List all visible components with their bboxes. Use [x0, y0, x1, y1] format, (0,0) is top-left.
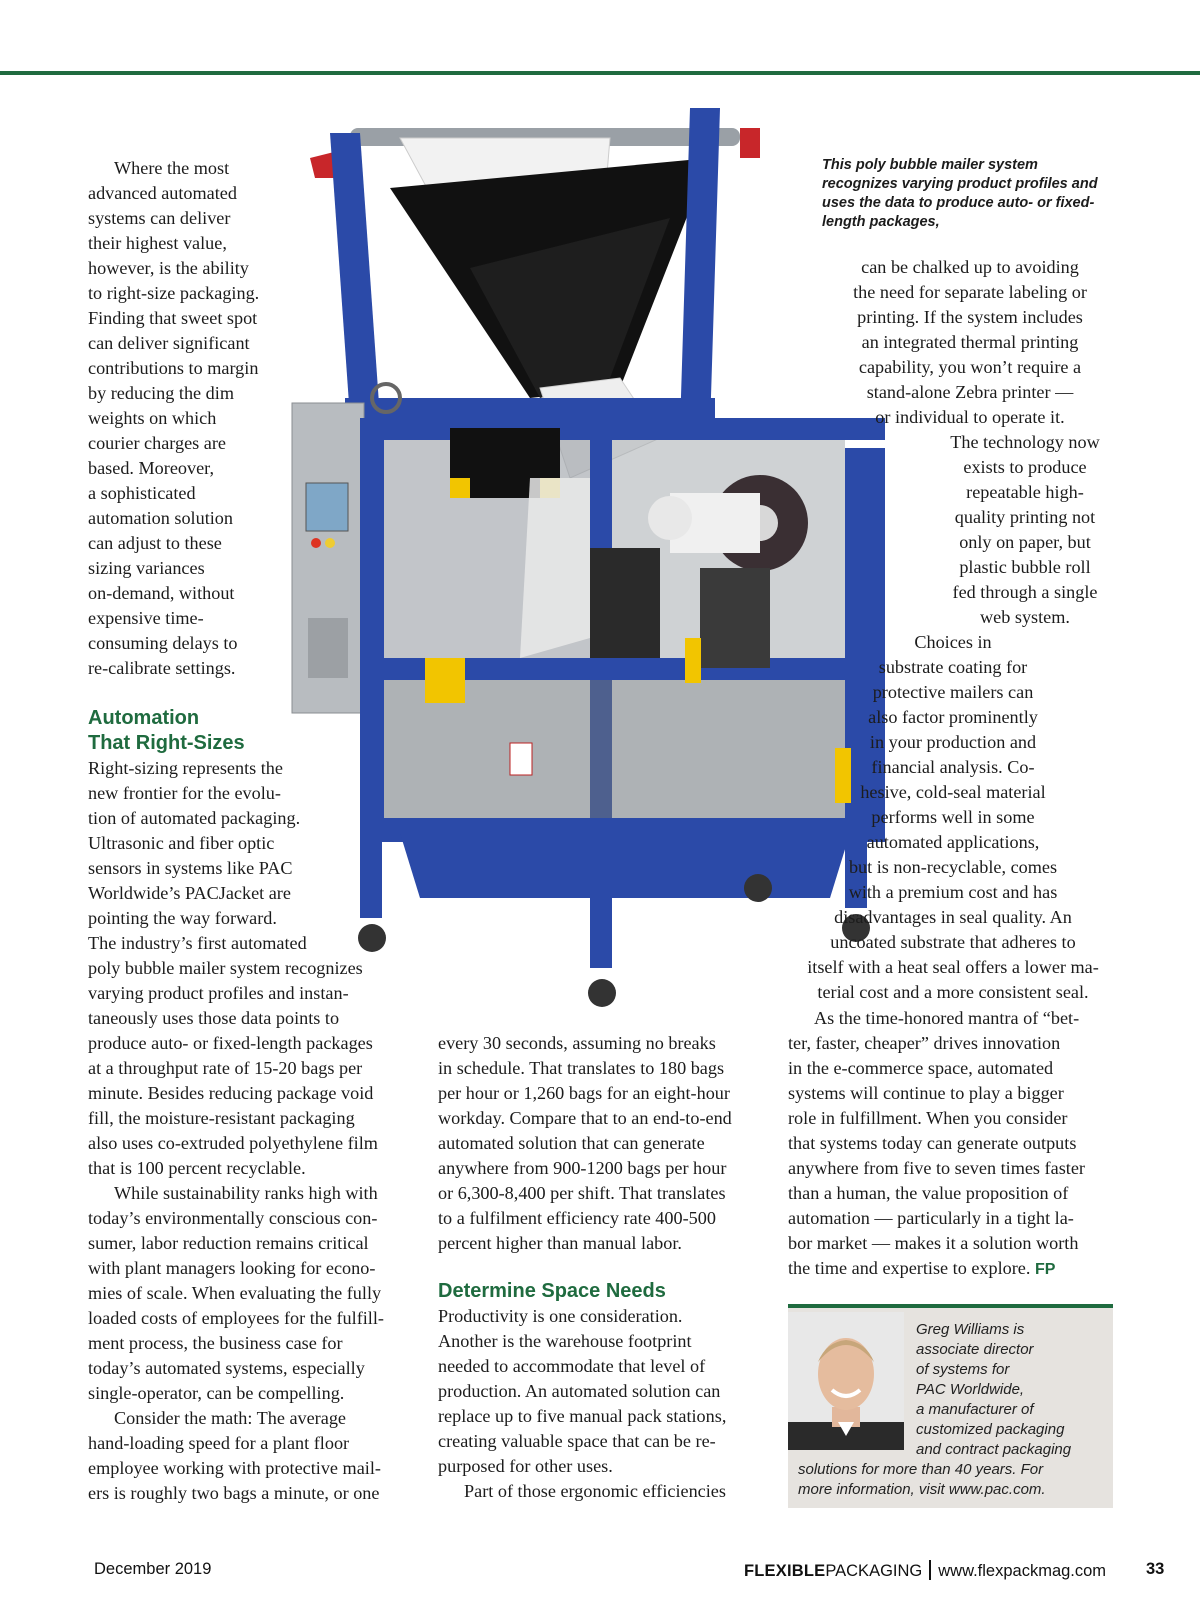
col3-final-paragraph [788, 1006, 1128, 1282]
author-bio [788, 1304, 1113, 1508]
brand-bold: FLEXIBLE [744, 1562, 826, 1580]
section-heading-space: Determine Space Needs [438, 1280, 666, 1302]
footer-brand [744, 1560, 1106, 1581]
brand-light: PACKAGING [825, 1562, 923, 1580]
col2-paragraph-1: every 30 seconds, assuming no breaks in schedule. That translates to 180 bags per hour or 1,260 bags for an eight-hour workday. Compare that to an end-to-end automated solution that can generate anywhere from 900-1200 bags per hour or 6,300-8,400 per shift. That translates to a fulfilment efficiency rate 400-500 percent higher than manual labor. [438, 1033, 732, 1253]
brand-separator [929, 1560, 931, 1580]
col2-paragraph-3: Part of those ergonomic efficiencies [464, 1481, 726, 1501]
author-avatar [788, 1312, 904, 1450]
footer-date: December 2019 [94, 1560, 212, 1578]
bio-text: Greg Williams is associate director of systems for PAC Worldwide, a manufacturer of customized packaging and contract packaging [916, 1321, 1072, 1458]
col3-final-text: As the time-honored mantra of “bet- ter, faster, cheaper” drives innovation in the e-commerce space, automated systems will continue to play a bigger role in fulfillment. When you consider that systems today can generate outputs anywhere from five to seven times faster than a human, the value proposition of automation — particularly in a tight la- bor market — makes it a solution worth the time and expertise to explore. [788, 1008, 1085, 1278]
col2-paragraph-2: Productivity is one consideration. Another is the warehouse footprint needed to accommodate that level of production. An automated solution can replace up to five manual pack stations, creating valuable space that can be re- purposed for other uses. [438, 1306, 727, 1476]
top-rule [0, 71, 1200, 75]
col1-paragraph-3: While sustainability ranks high with today’s environmentally conscious con- sumer, labor reduction remains critical with plant managers looking for econo- mies of scale. When evaluating the fully loaded costs of employees for the fulfill- ment process, the business case for today’s automated systems, especially single-operator, can be compelling. [88, 1183, 384, 1403]
col3-wrap-2: The technology now exists to produce repeatable high- quality printing not only on paper, but plastic bubble roll fed through a single web system. [950, 432, 1100, 627]
end-mark: FP [1034, 1261, 1056, 1278]
col3-wrap-3: Choices in substrate coating for protective mailers can also factor prominently in your production and financial analysis. Co- hesive, cold-seal material performs well in some automated applications, but is non-recyclable, comes with a premium cost and has disadvantages in seal quality. An uncoated substrate that adheres to itself with a heat seal offers a lower ma- terial cost and a more consistent seal. [807, 632, 1099, 1002]
col1-paragraph-1: Where the most advanced automated systems can deliver their highest value, however, is the ability to right-size packaging. Finding that sweet spot can deliver significant contributions to margin by reducing the dim weights on which courier charges are based. Moreover, a sophisticated automation solution can adjust to these sizing variances on-demand, without expensive time- consuming delays to re-calibrate settings. [88, 158, 260, 678]
photo-caption: This poly bubble mailer system recognizes varying product profiles and uses the data to produce auto- or fixed- length packages, [822, 157, 1098, 230]
section-heading-automation: Automation That Right-Sizes [88, 707, 245, 754]
bio-tail: solutions for more than 40 years. For more information, visit www.pac.com. [798, 1461, 1046, 1498]
col1-paragraph-4: Consider the math: The average hand-loading speed for a plant floor employee working with protective mail- ers is roughly two bags a minute, or one [88, 1408, 381, 1503]
page-number: 33 [1146, 1560, 1165, 1578]
footer-url: www.flexpackmag.com [938, 1562, 1107, 1580]
col3-wrap-1: can be chalked up to avoiding the need for separate labeling or printing. If the system includes an integrated thermal printing capability, you won’t require a stand-alone Zebra printer — or individual to operate it. [853, 257, 1087, 427]
col1-paragraph-2: Right-sizing represents the new frontier for the evolu- tion of automated packaging. Ultrasonic and fiber optic sensors in systems like PAC Worldwide’s PACJacket are pointing the way forward. The industry’s first automated poly bubble mailer system recognizes varying product profiles and instan- taneously uses those data points to produce auto- or fixed-length packages at a throughput rate of 15-20 bags per minute. Besides reducing package void fill, the moisture-resistant packaging also uses co-extruded polyethylene film that is 100 percent recyclable. [88, 758, 378, 1178]
